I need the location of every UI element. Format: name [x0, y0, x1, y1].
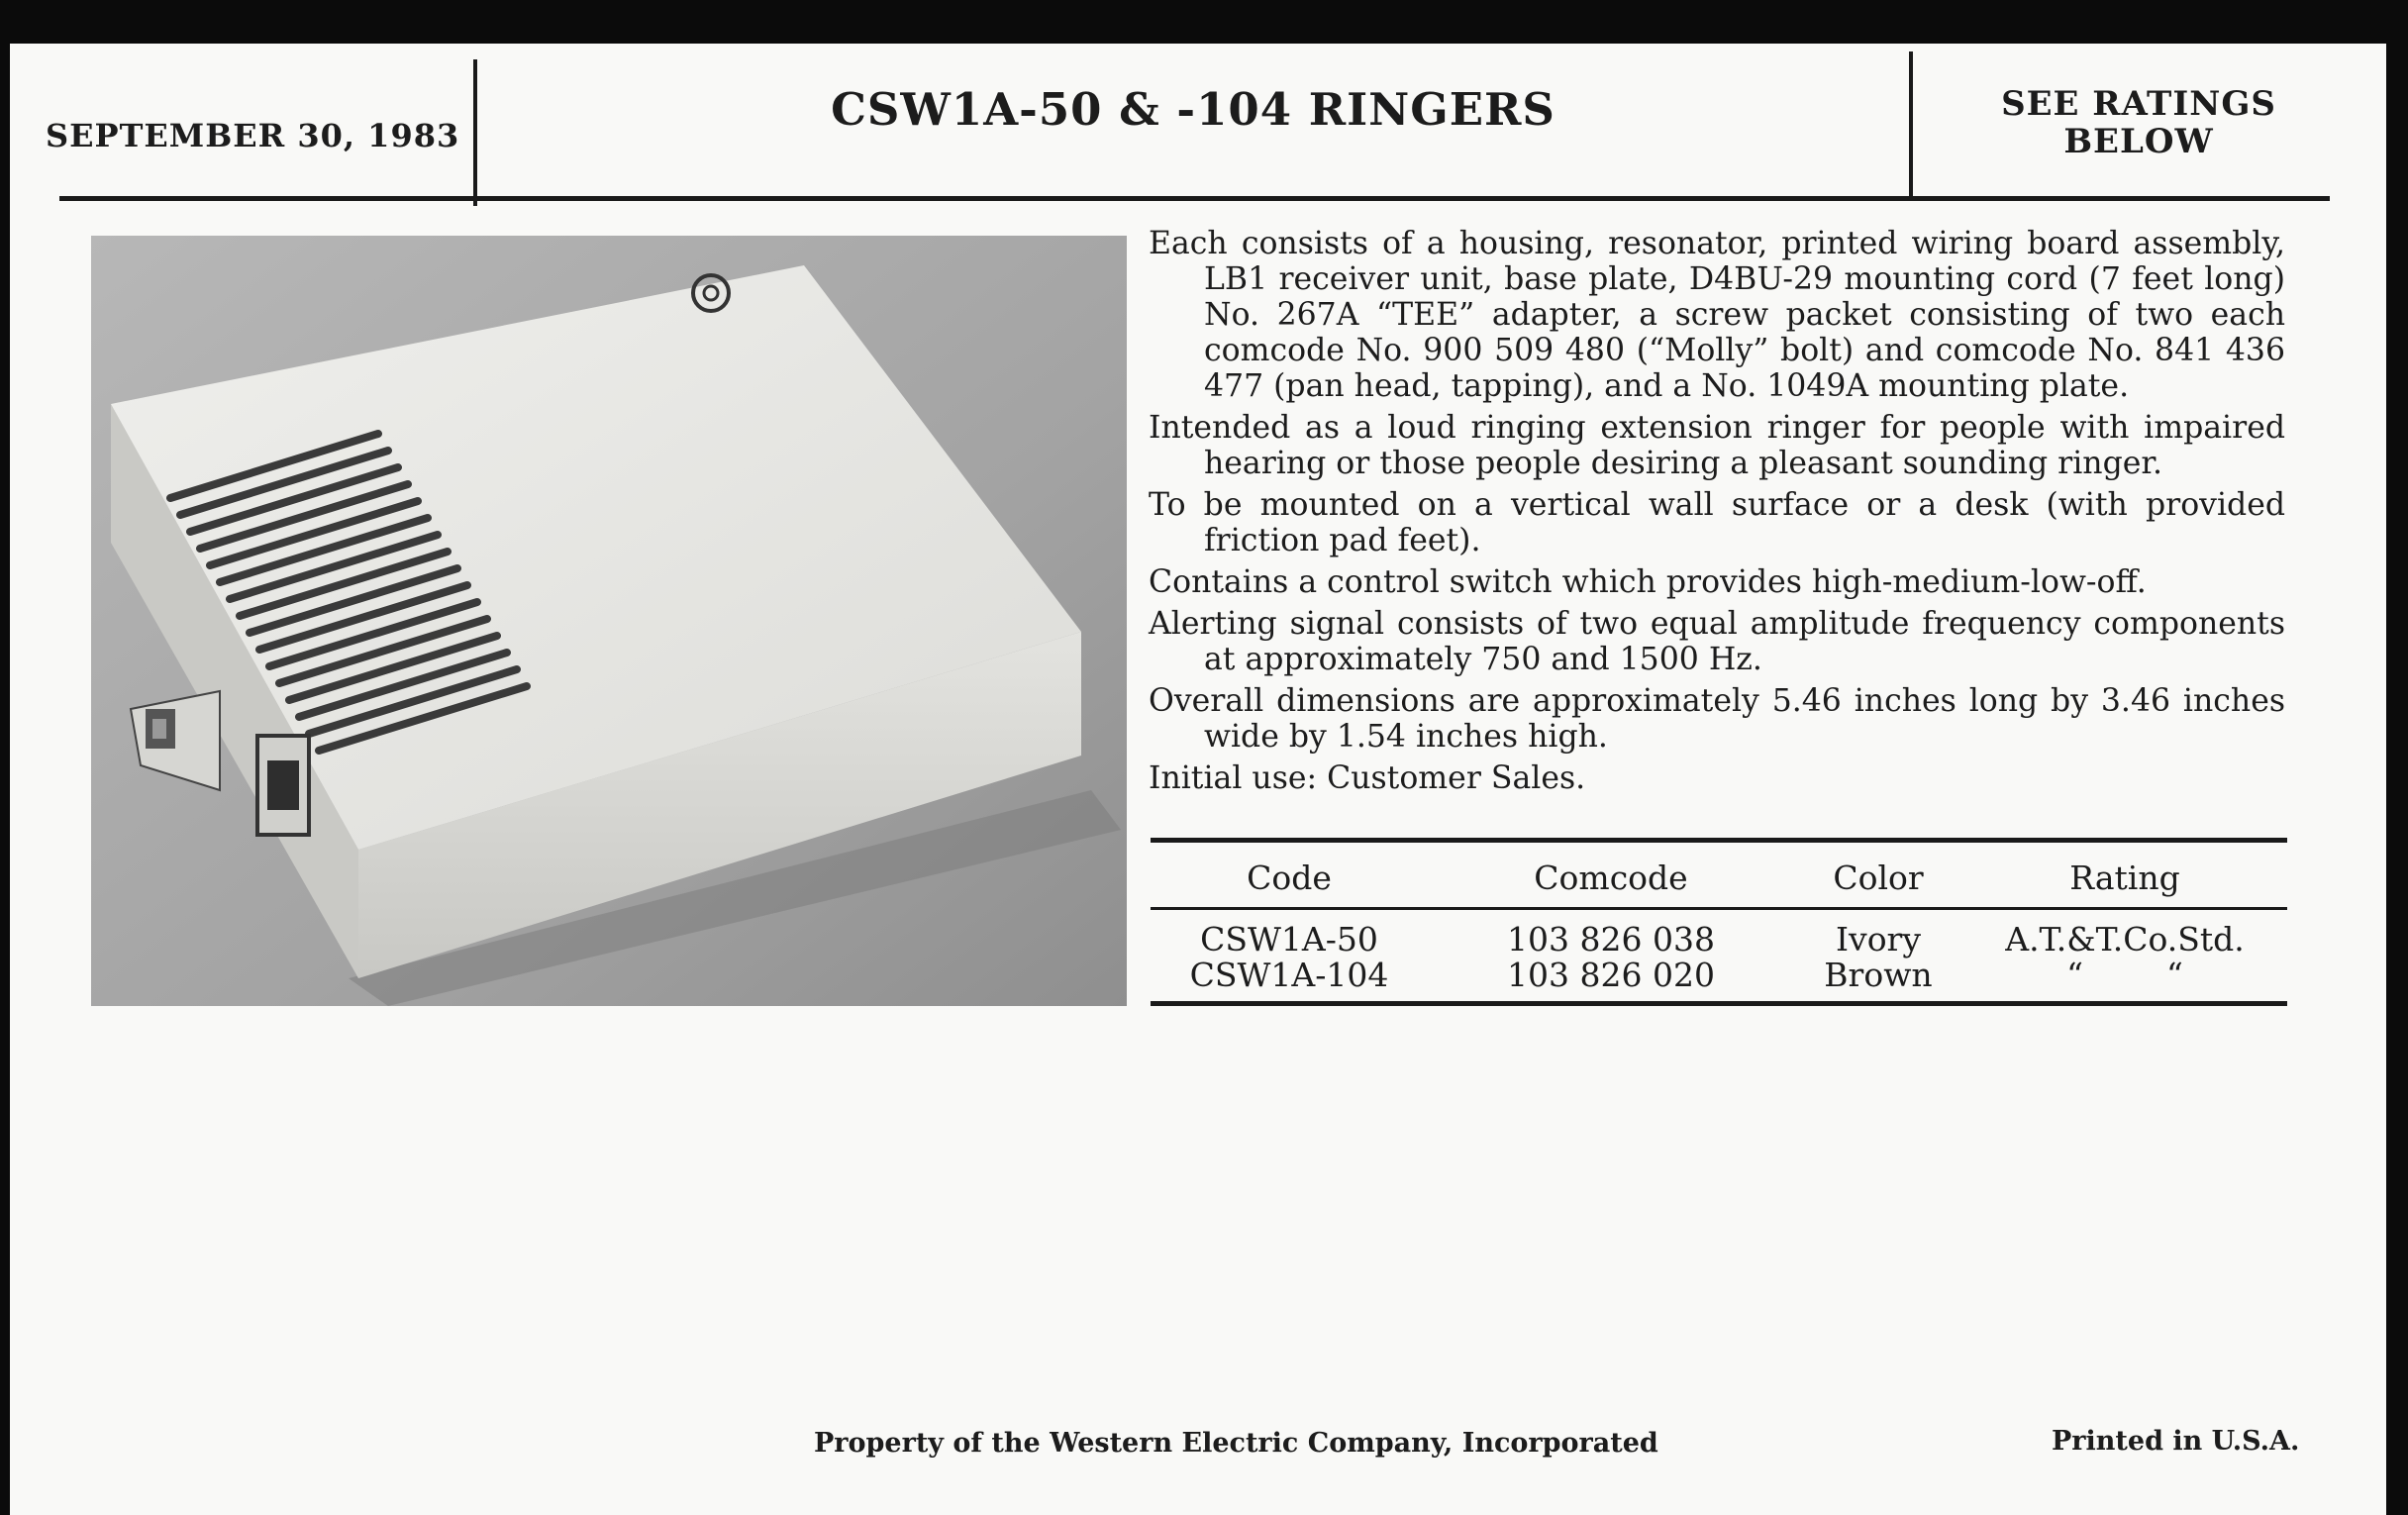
cell-code: CSW1A-104	[1189, 956, 1389, 994]
table-bottom-rule	[1151, 1001, 2287, 1006]
description-purpose: Intended as a loud ringing extension ringer for people with impaired hearing or those people desiring a pleasant sounding ringer.	[1149, 410, 2285, 481]
cell-color: Brown	[1824, 956, 1933, 994]
cell-rating: A.T.&T.Co.Std.	[2005, 920, 2245, 959]
ratings-note	[1921, 85, 2357, 160]
ratings-note-line2: BELOW	[2063, 122, 2214, 161]
ratings-note-line1: SEE RATINGS	[2001, 84, 2276, 124]
modular-jack	[257, 736, 309, 835]
ownership-notice: Property of the Western Electric Company, Incorporated	[814, 1428, 1658, 1459]
print-origin: Printed in U.S.A.	[2052, 1426, 2300, 1457]
page-title: CSW1A-50 & -104 RINGERS	[831, 83, 1555, 136]
header-rule	[59, 196, 2330, 201]
product-description	[1149, 226, 2285, 802]
table-row	[1151, 922, 2287, 958]
description-signal: Alerting signal consists of two equal amplitude frequency components at approximately 750 and 1500 Hz.	[1149, 606, 2285, 677]
scan-edge	[2386, 0, 2408, 1515]
column-header-rating: Rating	[2069, 858, 2180, 897]
cell-comcode: 103 826 038	[1507, 920, 1715, 959]
cell-comcode: 103 826 020	[1507, 956, 1715, 994]
description-control: Contains a control switch which provides high-medium-low-off.	[1149, 564, 2147, 600]
description-contents: Each consists of a housing, resonator, printed wiring board assembly, LB1 receiver unit, base plate, D4BU-29 mounting cord (7 feet long) No. 267A “TEE” adapter, a screw packet consisting of two each comcode No. 900 509 480 (“Molly” bolt) and comcode No. 841 436 477 (pan head, tapping), and a No. 1049A mounting plate.	[1149, 226, 2285, 404]
description-dimensions: Overall dimensions are approximately 5.46 inches long by 3.46 inches wide by 1.54 inches high.	[1149, 683, 2285, 755]
issue-date: SEPTEMBER 30, 1983	[46, 117, 460, 154]
ordering-table	[1151, 838, 2287, 1006]
table-header-row	[1151, 843, 2287, 907]
cell-color: Ivory	[1836, 920, 1921, 959]
cell-rating: “ “	[2066, 956, 2183, 994]
cell-code: CSW1A-50	[1200, 920, 1378, 959]
table-row	[1151, 958, 2287, 993]
product-photo	[91, 236, 1127, 1006]
table-body	[1151, 910, 2287, 1001]
column-header-comcode: Comcode	[1534, 858, 1688, 897]
description-initial-use: Initial use: Customer Sales.	[1149, 760, 1586, 796]
column-header-color: Color	[1833, 858, 1924, 897]
column-header-code: Code	[1247, 858, 1332, 897]
header-divider-right	[1909, 51, 1913, 198]
description-mounting: To be mounted on a vertical wall surface or a desk (with provided friction pad feet).	[1149, 487, 2285, 558]
